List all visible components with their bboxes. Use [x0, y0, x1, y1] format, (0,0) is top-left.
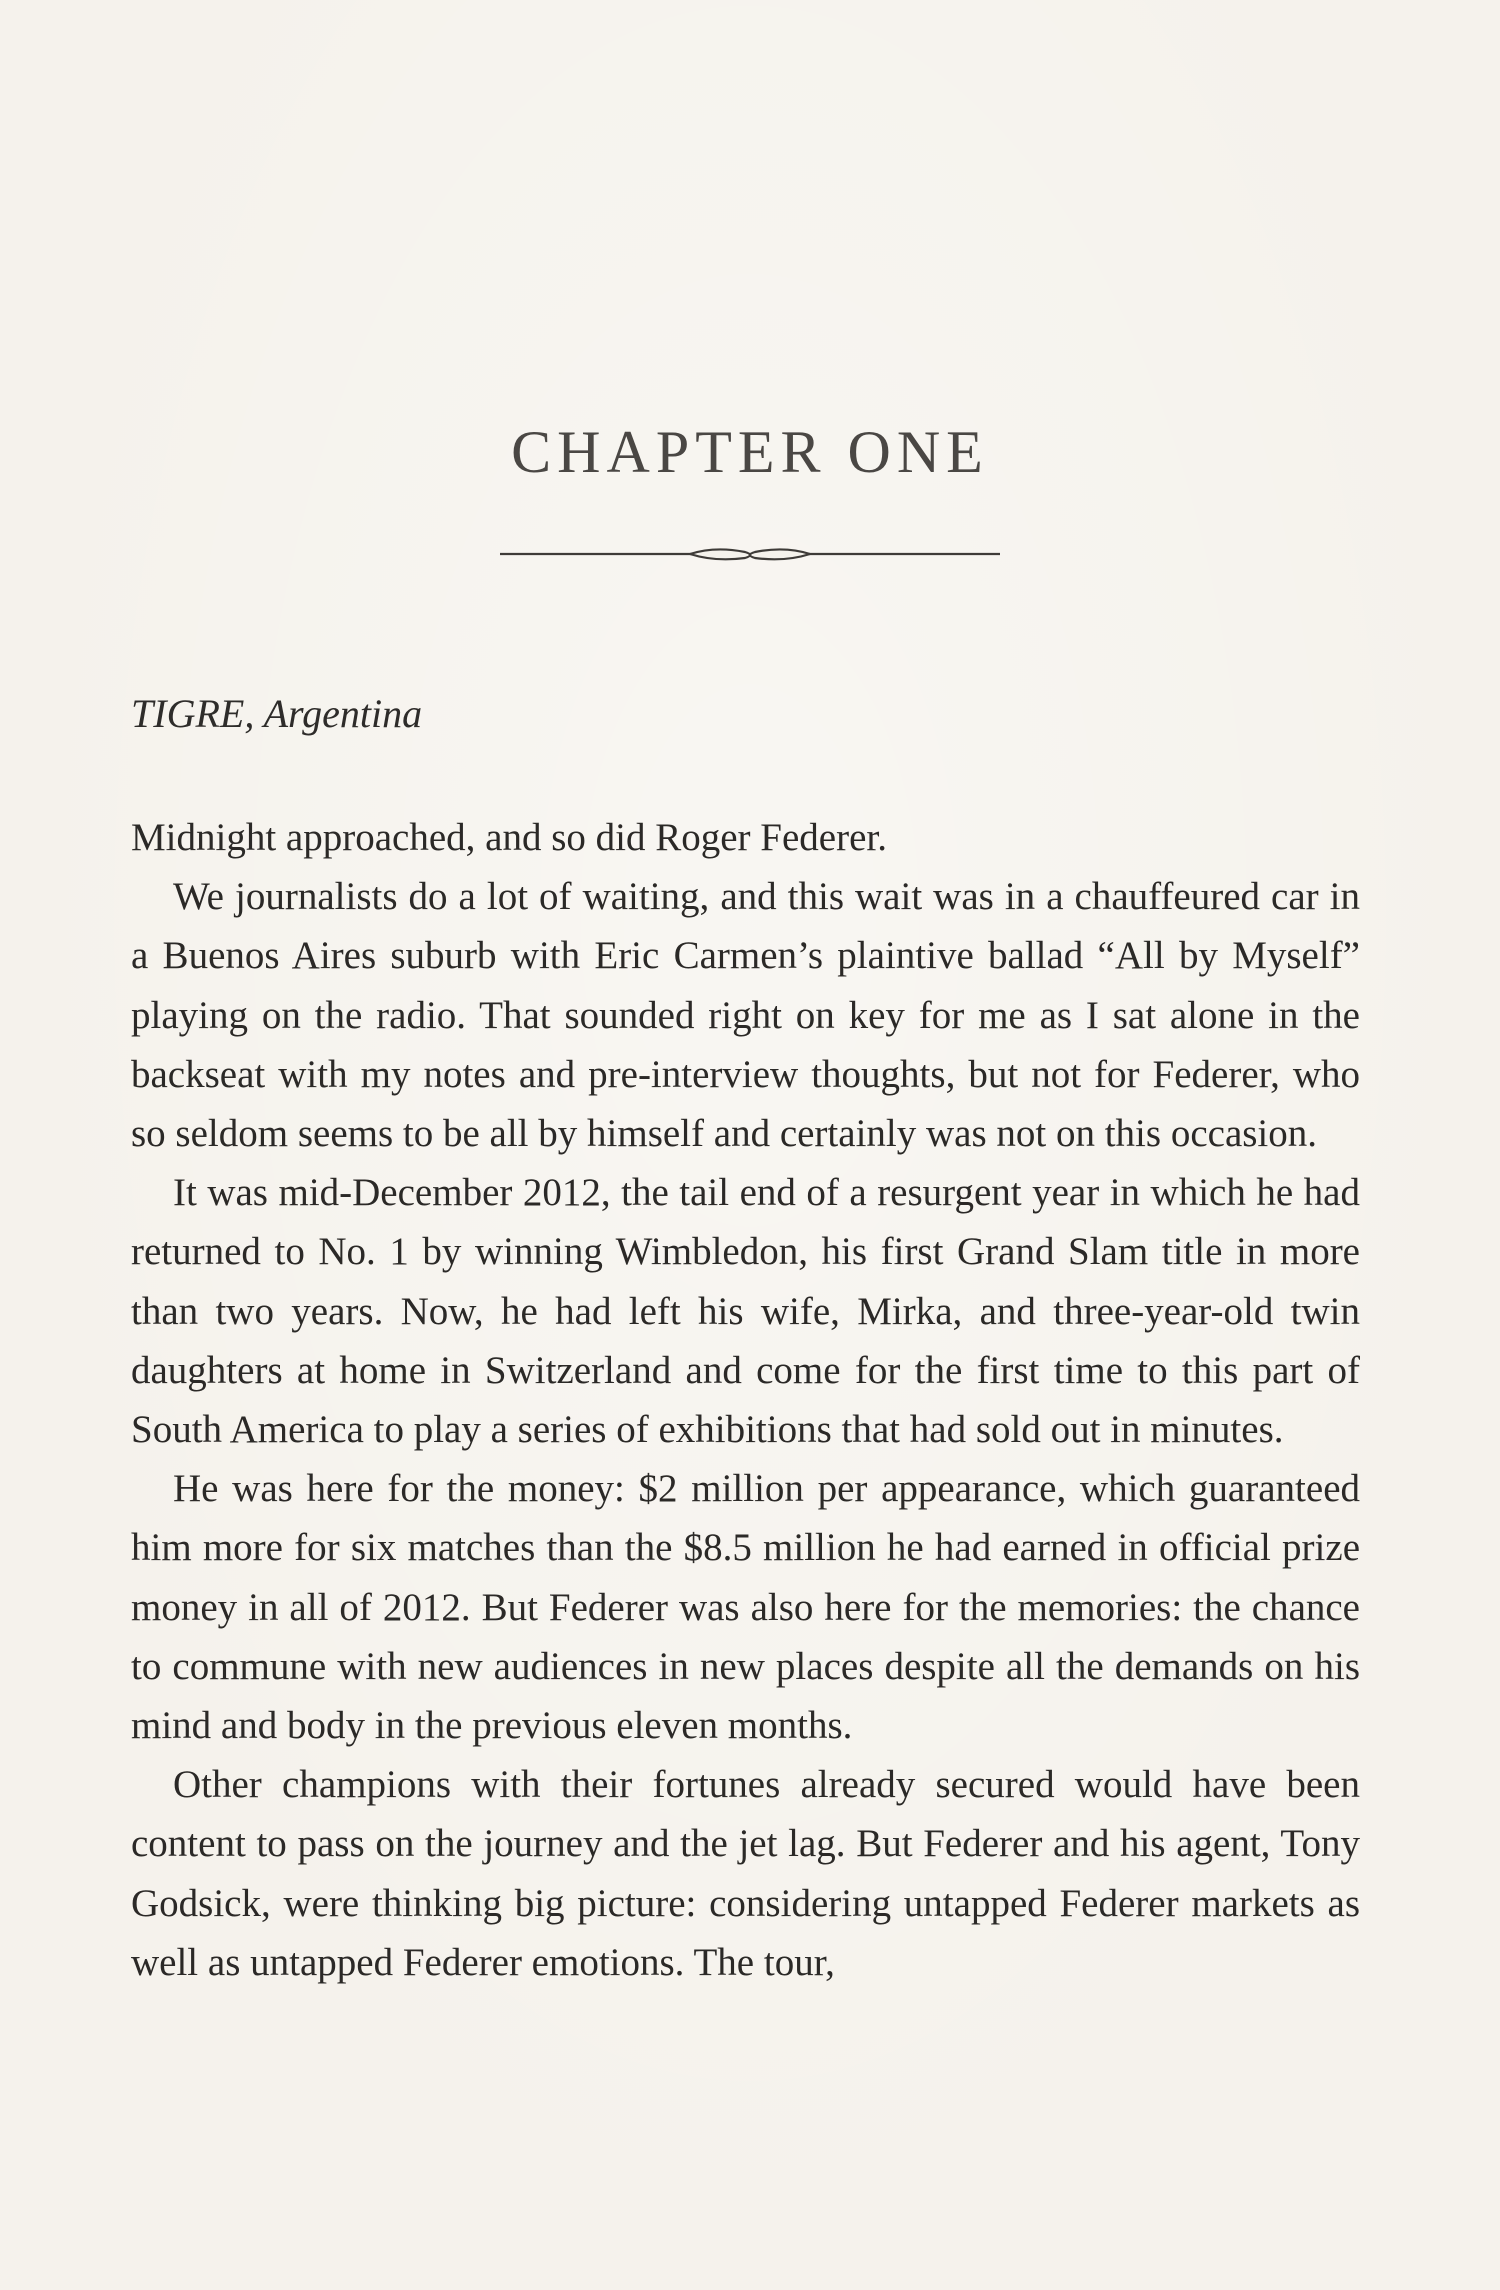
paragraph: He was here for the money: $2 million per appearance, which guaranteed him more for six matches than the $8.5 million he had earned in official prize money in all of 2012. But Federer was also here for the memories: the chance to commune with new audiences in new places despite all the demands on his mind and body in the previous eleven months. [131, 1467, 1360, 1748]
chapter-ornament-icon [500, 536, 1000, 572]
paragraph: We journalists do a lot of waiting, and this wait was in a chauffeured car in a Buenos Aires suburb with Eric Carmen’s plaintive ballad “All by Myself” playing on the radio. That sounded right on key for me as I sat alone in the backseat with my notes and pre-interview thoughts, but not for Federer, who so seldom seems to be all by himself and certainly was not on this occasion. [131, 875, 1360, 1156]
paragraph: Midnight approached, and so did Roger Federer. [131, 816, 887, 859]
paragraph: Other champions with their fortunes already secured would have been content to pass on the journey and the jet lag. But Federer and his agent, Tony Godsick, were thinking big picture: considering untapped Federer markets as well as untapped Federer emotions. The tour, [131, 1763, 1360, 1984]
paragraph: It was mid-December 2012, the tail end of a resurgent year in which he had returned to No. 1 by winning Wimbledon, his first Grand Slam title in more than two years. Now, he had left his wife, Mirka, and three-year-old twin daughters at home in Switzerland and come for the first time to this part of South America to play a series of exhibitions that had sold out in minutes. [131, 1171, 1360, 1452]
chapter-body [131, 808, 1360, 1992]
chapter-title: CHAPTER ONE [511, 419, 989, 485]
dateline: TIGRE, Argentina [131, 691, 423, 736]
